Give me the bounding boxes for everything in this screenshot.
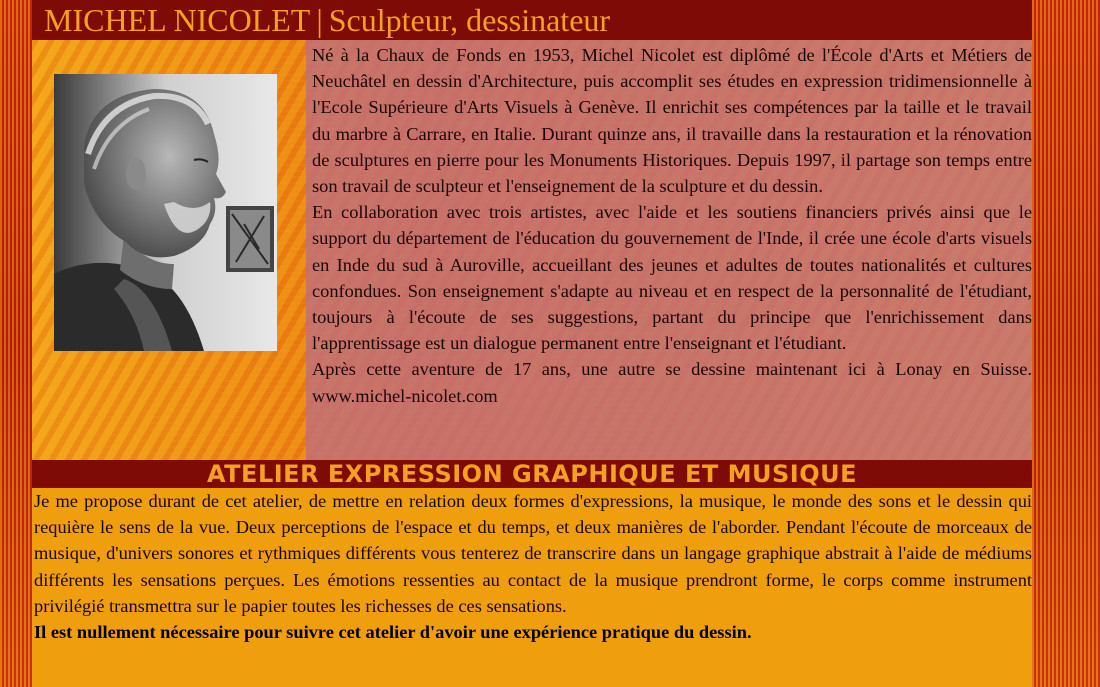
artist-name: MICHEL NICOLET bbox=[44, 2, 311, 38]
content-container bbox=[32, 0, 1032, 687]
artist-role: Sculpteur, dessinateur bbox=[328, 2, 611, 38]
bio-paragraph-1: Né à la Chaux de Fonds en 1953, Michel Nicolet est diplômé de l'École d'Arts et Métiers de Neuchâtel en dessin d'Architecture, puis accomplit ses études en expression tridimensionnelle à l'Ecole Supérieure d'Arts Visuels à Genève. Il enrichit ses compétences par la taille et le travail du marbre à Carrare, en Italie. Durant quinze ans, il travaille dans la restauration et la rénovation de sculptures en pierre pour les Monuments Historiques. Depuis 1997, il partage son temps entre son travail de sculpteur et l'enseignement de la sculpture et du dessin. bbox=[312, 45, 1032, 197]
biography bbox=[312, 42, 1032, 409]
bio-paragraph-2: En collaboration avec trois artistes, avec l'aide et les soutiens financiers privés ainsi que le support du département de l'éducation du gouvernement de l'Inde, il crée une école d'arts visuels en Inde du sud à Auroville, accueillant des jeunes et adultes de toutes nationalités et cultures confondues. Son enseignement s'adapte au niveau et en respect de la personnalité de l'étudiant, toujours à l'écoute de ses suggestions, partant du principe que l'enrichissement dans l'apprentissage est un dialogue permanent entre l'enseignant et l'étudiant. bbox=[312, 202, 1032, 354]
page-title bbox=[32, 0, 1032, 40]
title-separator: | bbox=[316, 2, 323, 38]
bio-text-panel bbox=[306, 40, 1032, 460]
decorative-fabric-left bbox=[0, 0, 32, 687]
decorative-fabric-right bbox=[1032, 0, 1100, 687]
workshop-title: ATELIER EXPRESSION GRAPHIQUE ET MUSIQUE bbox=[32, 460, 1032, 488]
bio-section bbox=[32, 40, 1032, 460]
bio-paragraph-3: Après cette aventure de 17 ans, une autre se dessine maintenant ici à Lonay en Suisse. www.michel-nicolet.com bbox=[312, 359, 1032, 406]
workshop-description: Je me propose durant de cet atelier, de mettre en relation deux formes d'expressions, la musique, le monde des sons et le dessin qui requière le sens de la vue. Deux perceptions de l'espace et du temps, et deux manières de l'aborder. Pendant l'écoute de morceaux de musique, d'univers sonores et rythmiques différents vous tenterez de transcrire dans un langage graphique abstrait à l'aide de médiums différents les sensations perçues. Les émotions ressenties au contact de la musique prendront forme, le corps comme instrument privilégié transmettra sur le papier toutes les richesses de ces sensations. bbox=[34, 491, 1032, 616]
artist-photo bbox=[54, 74, 277, 351]
workshop-note: Il est nullement nécessaire pour suivre cet atelier d'avoir une expérience pratique du dessin. bbox=[34, 622, 752, 643]
workshop-section bbox=[32, 488, 1032, 687]
